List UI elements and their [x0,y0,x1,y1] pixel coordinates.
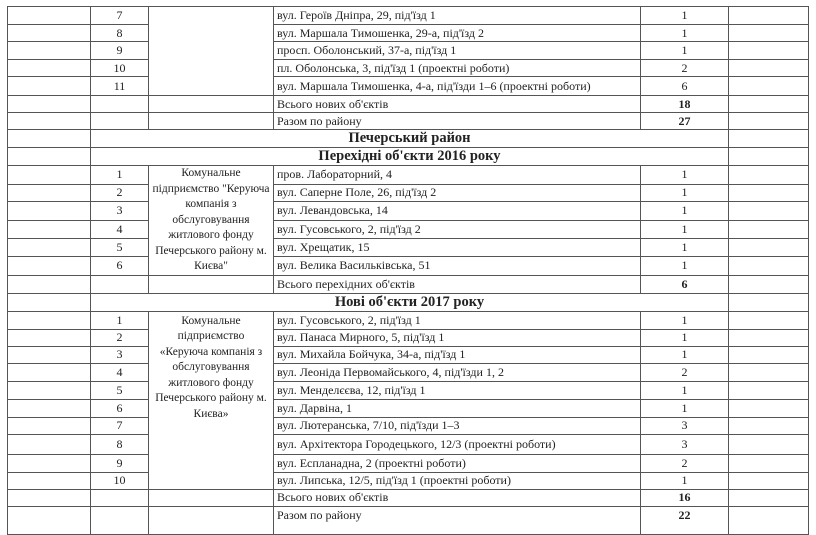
table-row [8,42,809,60]
row-number: 6 [91,399,149,417]
empty-cell [729,381,809,399]
address: вул. Саперне Поле, 26, під'їзд 2 [274,184,641,202]
total-label: Всього перехідних об'єктів [274,275,641,293]
empty-cell [729,417,809,434]
row-number: 5 [91,381,149,399]
row-number: 7 [91,417,149,434]
object-count: 1 [641,220,729,239]
table-row [8,417,809,434]
address: вул. Панаса Мирного, 5, під'їзд 1 [274,329,641,346]
empty-cell [91,489,149,506]
district-total-row [8,113,809,130]
district-title-row [8,130,809,148]
table-row [8,399,809,417]
empty-cell [8,148,91,166]
row-number: 10 [91,60,149,77]
total-new-row [8,96,809,113]
table-row [8,239,809,257]
empty-cell [729,42,809,60]
empty-cell [8,506,91,534]
address: вул. Хрещатик, 15 [274,239,641,257]
empty-cell [729,399,809,417]
total-value: 18 [641,96,729,113]
row-number: 8 [91,25,149,42]
empty-cell [8,239,91,257]
row-number: 10 [91,472,149,489]
empty-cell [729,166,809,185]
empty-cell [8,454,91,472]
empty-cell [8,96,91,113]
table-row [8,7,809,25]
empty-cell [8,311,91,329]
empty-cell [8,489,91,506]
empty-cell [729,25,809,42]
empty-cell [8,329,91,346]
empty-cell [8,42,91,60]
empty-cell [729,202,809,221]
empty-cell [8,381,91,399]
empty-cell [8,275,91,293]
address: вул. Менделєєва, 12, під'їзд 1 [274,381,641,399]
row-number: 2 [91,184,149,202]
address: вул. Гусовського, 2, під'їзд 2 [274,220,641,239]
object-count: 2 [641,60,729,77]
empty-cell [8,220,91,239]
total-label: Всього нових об'єктів [274,489,641,506]
object-count: 1 [641,239,729,257]
empty-cell [729,346,809,363]
district-total-row [8,506,809,534]
object-count: 1 [641,166,729,185]
object-count: 1 [641,381,729,399]
organization-name: Комунальне підприємство "Керуюча компанія з обслуговування житлового фонду Печерського району м. Києва" [149,166,274,276]
total-value: 6 [641,275,729,293]
table-row [8,77,809,96]
table-row [8,329,809,346]
empty-cell [729,7,809,25]
empty-cell [8,7,91,25]
row-number: 5 [91,239,149,257]
address: вул. Левандовська, 14 [274,202,641,221]
empty-cell [729,275,809,293]
total-label: Разом по району [274,113,641,130]
total-label: Всього нових об'єктів [274,96,641,113]
row-number: 9 [91,42,149,60]
empty-cell [729,454,809,472]
empty-cell [729,329,809,346]
total-value: 16 [641,489,729,506]
object-count: 2 [641,454,729,472]
table-row [8,60,809,77]
section-heading: Нові об'єкти 2017 року [91,293,729,311]
table-row [8,256,809,275]
objects-table-body [8,7,809,535]
object-count: 1 [641,25,729,42]
empty-cell [729,184,809,202]
address: пл. Оболонська, 3, під'їзд 1 (проектні роботи) [274,60,641,77]
section-heading: Печерський район [91,130,729,148]
organization-name: Комунальне підприємство «Керуюча компанія з обслуговування житлового фонду Печерського району м. Києва» [149,311,274,489]
empty-cell [8,417,91,434]
empty-cell [91,275,149,293]
empty-cell [149,113,274,130]
address: вул. Еспланадна, 2 (проектні роботи) [274,454,641,472]
object-count: 1 [641,399,729,417]
empty-cell [149,275,274,293]
empty-cell [8,293,91,311]
row-number: 7 [91,7,149,25]
objects-table [7,6,809,535]
object-count: 1 [641,184,729,202]
address: вул. Липська, 12/5, під'їзд 1 (проектні роботи) [274,472,641,489]
table-row [8,472,809,489]
address: вул. Михайла Бойчука, 34-а, під'їзд 1 [274,346,641,363]
empty-cell [8,130,91,148]
address: вул. Лютеранська, 7/10, під'їзди 1–3 [274,417,641,434]
row-number: 1 [91,166,149,185]
row-number: 3 [91,346,149,363]
object-count: 1 [641,7,729,25]
empty-cell [8,363,91,381]
empty-cell [8,472,91,489]
address: вул. Маршала Тимошенка, 29-а, під'їзд 2 [274,25,641,42]
table-row [8,346,809,363]
address: вул. Леоніда Первомайського, 4, під'їзди 1, 2 [274,363,641,381]
table-row [8,363,809,381]
row-number: 4 [91,363,149,381]
object-count: 1 [641,202,729,221]
empty-cell [149,506,274,534]
address: вул. Героїв Дніпра, 29, під'їзд 1 [274,7,641,25]
empty-cell [729,311,809,329]
row-number: 9 [91,454,149,472]
empty-cell [729,60,809,77]
object-count: 1 [641,42,729,60]
address: вул. Маршала Тимошенка, 4-а, під'їзди 1–6 (проектні роботи) [274,77,641,96]
empty-cell [729,239,809,257]
table-row [8,220,809,239]
total-transitional-row [8,275,809,293]
empty-cell [8,399,91,417]
address: пров. Лабораторний, 4 [274,166,641,185]
row-number: 3 [91,202,149,221]
table-row [8,311,809,329]
transitional-heading-row [8,148,809,166]
empty-cell [729,130,809,148]
object-count: 1 [641,256,729,275]
section-heading: Перехідні об'єкти 2016 року [91,148,729,166]
row-number: 8 [91,434,149,454]
empty-cell [729,77,809,96]
table-row [8,434,809,454]
address: вул. Велика Васильківська, 51 [274,256,641,275]
empty-cell [149,489,274,506]
object-count: 2 [641,363,729,381]
empty-cell [8,60,91,77]
object-count: 1 [641,329,729,346]
empty-cell [8,166,91,185]
empty-cell [729,113,809,130]
object-count: 3 [641,417,729,434]
table-row [8,381,809,399]
total-value: 27 [641,113,729,130]
empty-cell [729,434,809,454]
row-number: 2 [91,329,149,346]
total-new-row [8,489,809,506]
empty-cell [729,363,809,381]
object-count: 1 [641,311,729,329]
object-count: 3 [641,434,729,454]
empty-cell [729,489,809,506]
row-number: 6 [91,256,149,275]
empty-cell [149,96,274,113]
address: вул. Дарвіна, 1 [274,399,641,417]
row-number: 4 [91,220,149,239]
row-number: 11 [91,77,149,96]
empty-cell [8,256,91,275]
empty-cell [8,202,91,221]
empty-cell [8,434,91,454]
row-number: 1 [91,311,149,329]
object-count: 1 [641,472,729,489]
object-count: 1 [641,346,729,363]
empty-cell [8,184,91,202]
total-label: Разом по району [274,506,641,534]
empty-cell [8,113,91,130]
organization-cell [149,7,274,96]
empty-cell [91,506,149,534]
empty-cell [729,220,809,239]
empty-cell [8,25,91,42]
address: вул. Гусовського, 2, під'їзд 1 [274,311,641,329]
empty-cell [8,77,91,96]
address: просп. Оболонський, 37-а, під'їзд 1 [274,42,641,60]
empty-cell [729,256,809,275]
empty-cell [729,96,809,113]
empty-cell [91,96,149,113]
table-row [8,166,809,185]
table-row [8,454,809,472]
empty-cell [729,148,809,166]
empty-cell [729,472,809,489]
empty-cell [91,113,149,130]
address: вул. Архітектора Городецького, 12/3 (проектні роботи) [274,434,641,454]
empty-cell [8,346,91,363]
total-value: 22 [641,506,729,534]
empty-cell [729,506,809,534]
empty-cell [729,293,809,311]
table-row [8,184,809,202]
new-heading-row [8,293,809,311]
object-count: 6 [641,77,729,96]
table-row [8,202,809,221]
table-row [8,25,809,42]
